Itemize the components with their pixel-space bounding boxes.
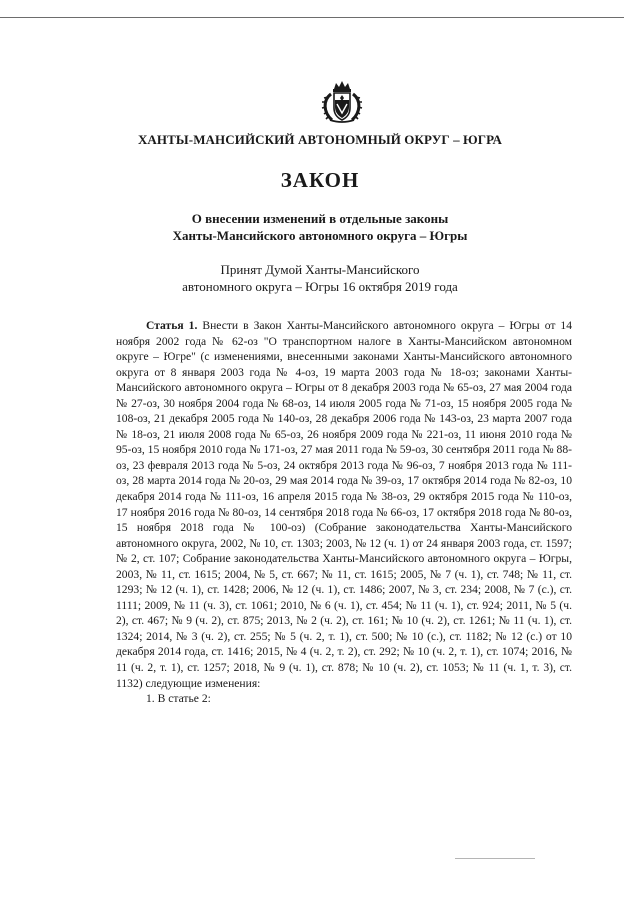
adoption-statement (0, 261, 640, 295)
law-subject-line-2: Ханты-Мансийского автономного округа – Югры (172, 228, 468, 243)
document-type-heading: ЗАКОН (280, 168, 360, 192)
adoption-line-1: Принят Думой Ханты-Мансийского (220, 262, 420, 277)
coat-of-arms-icon (314, 80, 370, 124)
article-1-text: Внести в Закон Ханты-Мансийского автономного округа – Югры от 14 ноября 2002 года № 62-оз "О транспортном налоге в Ханты-Мансийском автономном округе – Югре" (с изменениями, внесенными законами Ханты-Мансийского автономного округа от 8 января 2003 года № 4-оз, 19 марта 2003 года № 18-оз; законами Ханты-Мансийского автономного округа – Югры от 8 декабря 2003 года № 65-оз, 27 мая 2004 года № 27-оз, 30 ноября 2004 года № 68-оз, 14 июля 2005 года № 71-оз, 15 ноября 2005 года № 108-оз, 21 декабря 2005 года № 140-оз, 28 декабря 2006 года № 143-оз, 23 марта 2007 года № 18-оз, 21 июля 2008 года № 65-оз, 26 ноября 2009 года № 221-оз, 11 июня 2010 года № 95-оз, 15 ноября 2010 года № 171-оз, 27 мая 2011 года № 59-оз, 30 сентября 2011 года № 88-оз, 23 февраля 2013 года № 5-оз, 24 октября 2013 года № 96-оз, 7 ноября 2013 года № 111-оз, 28 марта 2014 года № 20-оз, 29 мая 2014 года № 39-оз, 17 октября 2014 года № 82-оз, 10 декабря 2014 года № 111-оз, 16 апреля 2015 года № 38-оз, 29 октября 2015 года № 110-оз, 17 ноября 2016 года № 80-оз, 14 сентября 2018 года № 66-оз, 17 октября 2018 года № 80-оз, 15 ноября 2018 года № 100-оз) (Собрание законодательства Ханты-Мансийского автономного округа, 2002, № 10, ст. 1303; 2003, № 12 (ч. 1) от 24 января 2003 года, ст. 1597; № 2, ст. 107; Собрание законодательства Ханты-Мансийского автономного округа – Югры, 2003, № 11, ст. 1615; 2004, № 5, ст. 667; № 11, ст. 1615; 2005, № 7 (ч. 1), ст. 748; № 11, ст. 1293; № 12 (ч. 1), ст. 1428; 2006, № 12 (ч. 1), ст. 1486; 2007, № 3, ст. 234; 2008, № 7 (с.), ст. 1111; 2009, № 11 (ч. 3), ст. 1061; 2010, № 6 (ч. 1), ст. 454; № 11 (ч. 1), ст. 924; 2011, № 5 (ч. 2), ст. 467; № 9 (ч. 2), ст. 875; 2013, № 2 (ч. 2), ст. 161; № 10 (ч. 2), ст. 1261; № 11 (ч. 1), ст. 1324; 2014, № 3 (ч. 2), ст. 255; № 5 (ч. 2, т. 1), ст. 500; № 10 (с.), ст. 1182; № 12 (с.) от 10 декабря 2014 года, ст. 1416; 2015, № 4 (ч. 2, т. 2), ст. 292; № 10 (ч. 2, т. 1), ст. 1074; 2016, № 11 (ч. 2, т. 1), ст. 1257; 2018, № 9 (ч. 1), ст. 878; № 10 (ч. 2), ст. 1053; № 11 (ч. 1, т. 3), ст. 1132) следующие изменения: (116, 319, 572, 690)
law-subject-line-1: О внесении изменений в отдельные законы (191, 211, 449, 226)
region-heading: ХАНТЫ-МАНСИЙСКИЙ АВТОНОМНЫЙ ОКРУГ – ЮГРА (137, 132, 503, 147)
article-1-item-1: 1. В статье 2: (146, 692, 211, 706)
article-1-paragraph (116, 318, 572, 691)
article-1-label: Статья 1. (146, 319, 198, 332)
top-rule (0, 17, 624, 18)
law-body (116, 318, 572, 707)
law-subject (0, 210, 640, 244)
bottom-rule (455, 858, 535, 859)
adoption-line-2: автономного округа – Югры 16 октября 2019 года (182, 279, 458, 294)
